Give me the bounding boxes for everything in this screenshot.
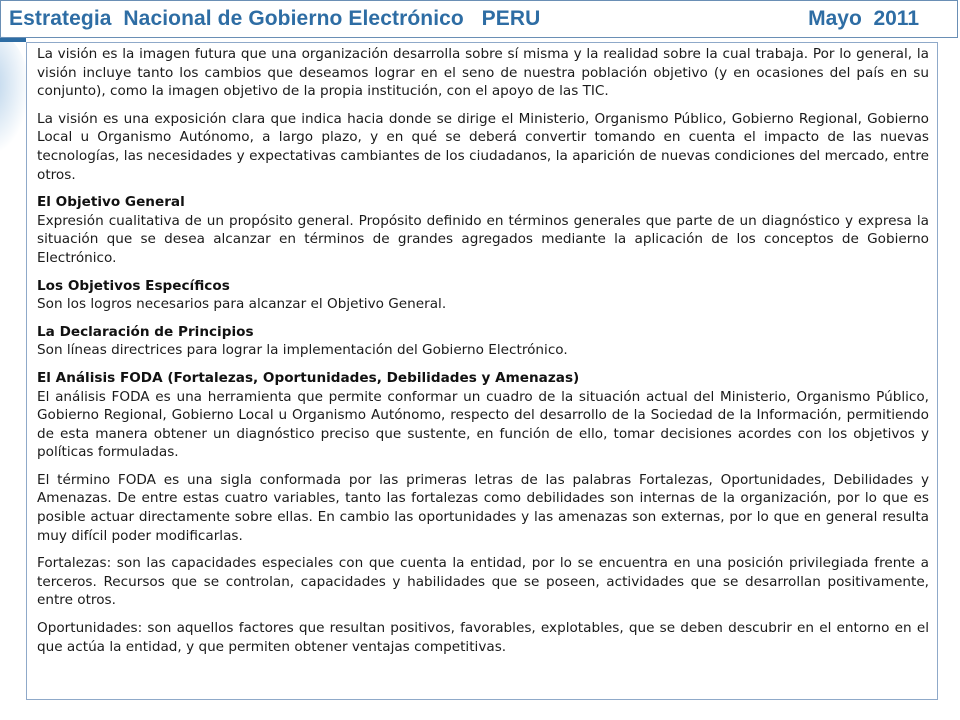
vision-paragraph-1: La visión es la imagen futura que una organización desarrolla sobre sí misma y la realidad sobre la cual trabaja. Por lo general, la visión incluye tanto los cambios que deseamos lograr en el seno de nuestra población objetivo (y en ocasiones del país en su conjunto), como la imagen objetivo de la propia institución, con el apoyo de las TIC. bbox=[37, 46, 929, 100]
principios-heading: La Declaración de Principios bbox=[37, 323, 254, 340]
objetivos-especificos-text: Son los logros necesarios para alcanzar el Objetivo General. bbox=[37, 296, 447, 313]
foda-heading: El Análisis FODA (Fortalezas, Oportunidades, Debilidades y Amenazas) bbox=[37, 369, 580, 386]
accent-line bbox=[0, 38, 26, 42]
principios-text: Son líneas directrices para lograr la implementación del Gobierno Electrónico. bbox=[37, 342, 568, 359]
objetivos-especificos-heading: Los Objetivos Específicos bbox=[37, 277, 230, 294]
objetivo-general-text: Expresión cualitativa de un propósito general. Propósito definido en términos generales que parte de un diagnóstico y expresa la situación que se desea alcanzar en términos de grandes agregados mediante la aplicación de los conceptos de Gobierno Electrónico. bbox=[37, 212, 929, 266]
foda-term-paragraph: El término FODA es una sigla conformada por las primeras letras de las palabras Fortalezas, Oportunidades, Debilidades y Amenazas. De entre estas cuatro variables, tanto las fortalezas como debilidades son internas de la organización, por lo que es posible actuar directamente sobre ellas. En cambio las oportunidades y las amenazas son externas, por lo que en general resulta muy difícil poder modificarlas. bbox=[37, 471, 929, 544]
header-date: Mayo 2011 bbox=[808, 7, 919, 30]
fortalezas-paragraph: Fortalezas: son las capacidades especiales con que cuenta la entidad, por lo se encuentra en una posición privilegiada frente a terceros. Recursos que se controlan, capacidades y habilidades que se poseen, actividades que se desarrollan positivamente, entre otros. bbox=[37, 555, 929, 609]
header-bar bbox=[0, 0, 958, 38]
document-body bbox=[26, 42, 938, 700]
oportunidades-paragraph: Oportunidades: son aquellos factores que resultan positivos, favorables, explotables, que se deben descubrir en el entorno en el que actúa la entidad, y que permiten obtener ventajas competitivas. bbox=[37, 620, 929, 655]
objetivo-general-heading: El Objetivo General bbox=[37, 194, 185, 211]
header-title: Estrategia Nacional de Gobierno Electrónico PERU bbox=[9, 7, 541, 30]
foda-text: El análisis FODA es una herramienta que permite conformar un cuadro de la situación actual del Ministerio, Organismo Público, Gobierno Regional, Gobierno Local u Organismo Autónomo, respecto del desarrollo de la Sociedad de la Información, permitiendo de esta manera obtener un diagnóstico preciso que sustente, en función de ello, tomar decisiones acordes con los objetivos y políticas formuladas. bbox=[37, 388, 929, 461]
vision-paragraph-2: La visión es una exposición clara que indica hacia donde se dirige el Ministerio, Organismo Público, Gobierno Regional, Gobierno Local u Organismo Autónomo, a largo plazo, y en qué se deberá convertir tomando en cuenta el impacto de las nuevas tecnologías, las necesidades y expectativas cambiantes de los ciudadanos, la aparición de nuevas condiciones del mercado, entre otros. bbox=[37, 110, 929, 183]
